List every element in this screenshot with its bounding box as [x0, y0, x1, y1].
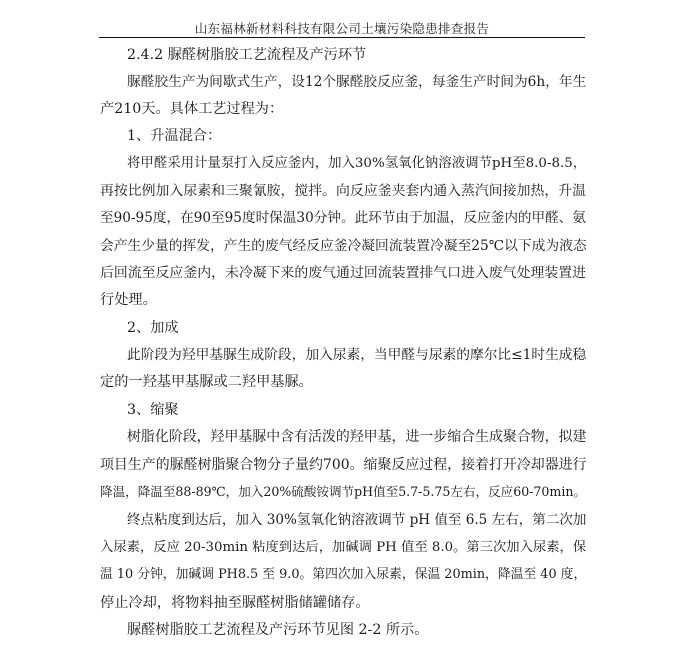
paragraph-line: 此阶段为羟甲基脲生成阶段，加入尿素，当甲醛与尿素的摩尔比≤1时生成稳 — [127, 347, 587, 363]
paragraph-line: 入尿素，反应 20-30min 粘度到达后，加碱调 PH 值至 8.0。第三次加入尿素，保 — [100, 540, 587, 555]
header-divider — [99, 37, 585, 38]
paragraph-line: 行处理。 — [100, 292, 157, 308]
step-title: 2、加成 — [127, 320, 179, 336]
page-header-title: 山东福林新材料科技有限公司土壤污染隐患排查报告 — [194, 21, 490, 36]
paragraph-line: 项目生产的脲醛树脂聚合物分子量约700。缩聚反应过程，接着打开冷却器进行 — [100, 457, 587, 473]
paragraph-line: 后回流至反应釜内，未冷凝下来的废气通过回流装置排气口进入废气处理装置进 — [100, 265, 586, 281]
step-title: 3、缩聚 — [127, 402, 179, 418]
paragraph-line: 再按比例加入尿素和三聚氰胺，搅拌。向反应釜夹套内通入蒸汽间接加热，升温 — [100, 183, 586, 199]
paragraph-line: 产210天。具体工艺过程为： — [100, 101, 284, 117]
figure-reference: 脲醛树脂胶工艺流程及产污环节见图 2-2 所示。 — [127, 622, 429, 638]
paragraph-line: 终点粘度到达后，加入 30%氢氧化钠溶液调节 pH 值至 6.5 左右，第二次加 — [127, 512, 587, 528]
section-heading: 2.4.2 脲醛树脂胶工艺流程及产污环节 — [127, 47, 367, 63]
paragraph-line: 定的一羟基甲基脲或二羟甲基脲。 — [100, 374, 313, 390]
paragraph-line: 树脂化阶段，羟甲基脲中含有活泼的羟甲基，进一步缩合生成聚合物，拟建 — [127, 429, 587, 445]
paragraph-line: 将甲醛采用计量泵打入反应釜内，加入30%氢氧化钠溶液调节pH至8.0-8.5， — [127, 156, 587, 171]
paragraph-line: 温 10 分钟，加碱调 PH8.5 至 9.0。第四次加入尿素，保温 20min，降温至 40 度， — [100, 567, 587, 582]
paragraph-line: 降温，降温至88-89℃，加入20%硫酸铵调节pH值至5.7-5.75左右，反应60-70min。 — [100, 484, 586, 499]
paragraph-line: 至90-95度，在90至95度时保温30分钟。此环节由于加温，反应釜内的甲醛、氨 — [100, 210, 586, 226]
paragraph-line: 停止冷却，将物料抽至脲醛树脂储罐储存。 — [100, 595, 370, 611]
paragraph-line: 脲醛胶生产为间歇式生产，设12个脲醛胶反应釜，每釜生产时间为6h，年生 — [127, 74, 587, 90]
step-title: 1、升温混合： — [127, 128, 222, 144]
paragraph-line: 会产生少量的挥发，产生的废气经反应釜冷凝回流装置冷凝至25℃以下成为液态 — [100, 238, 587, 254]
